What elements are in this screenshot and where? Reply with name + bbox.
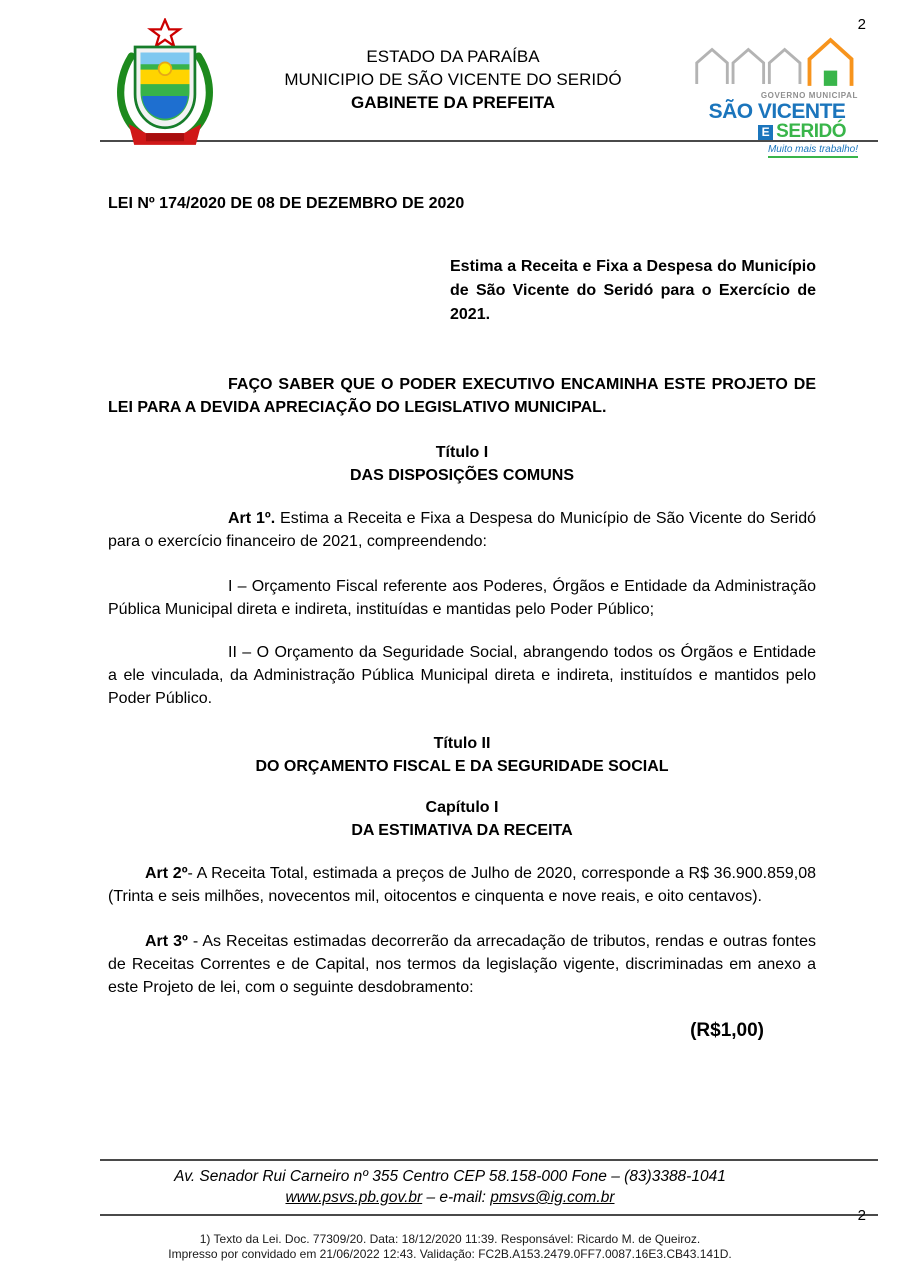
logo-city-name-line2: [758, 122, 846, 142]
capitulo-1-heading-block: [108, 796, 816, 842]
article-3-text: - As Receitas estimadas decorrerão da arrecadação de tributos, rendas e outras fontes de Receitas Correntes e de Capital, nos termos da legislação vigente, discriminadas em anexo a este Projeto de lei, com o seguinte desdobramento:: [108, 933, 817, 996]
titulo-1-heading: Título I: [435, 444, 489, 461]
logo-government-label: GOVERNO MUNICIPAL: [760, 91, 858, 100]
header-title-block: [224, 18, 682, 115]
footer-divider-bottom: [100, 1214, 878, 1216]
titulo-1-heading-block: [108, 441, 816, 487]
footer-divider-top: [100, 1159, 878, 1161]
law-summary-ementa: Estima a Receita e Fixa a Despesa do Município de São Vicente do Seridó para o Exercício de 2021.: [450, 258, 816, 323]
preamble-paragraph: FAÇO SABER QUE O PODER EXECUTIVO ENCAMINHA ESTE PROJETO DE LEI PARA A DEVIDA APRECIAÇÃO DO LEGISLATIVO MUNICIPAL.: [108, 376, 816, 416]
article-1-item-2: II – O Orçamento da Seguridade Social, abrangendo todos os Órgãos e Entidade a ele vinculada, da Administração Pública Municipal direta e indireta, instituídos e mantidos pelo Poder Público.: [108, 644, 816, 707]
footer-meta-line-2: Impresso por convidado em 21/06/2022 12:43. Validação: FC2B.A153.2479.0FF7.0087.16E3.CB43.141D.: [168, 1247, 732, 1261]
document-header: [0, 0, 900, 156]
article-3-paragraph: [108, 930, 816, 999]
logo-city-name: SÃO VICENTE: [708, 100, 846, 123]
titulo-2-subheading: DO ORÇAMENTO FISCAL E DA SEGURIDADE SOCIAL: [255, 758, 669, 775]
titulo-2-heading: Título II: [433, 735, 491, 752]
article-1-label: Art 1º.: [228, 510, 276, 527]
article-1-paragraph: [108, 507, 816, 553]
capitulo-1-subheading: DA ESTIMATIVA DA RECEITA: [351, 822, 573, 839]
logo-slogan: Muito mais trabalho!: [768, 144, 858, 158]
email-separator: – e-mail:: [422, 1189, 491, 1206]
footer-meta-line-1: 1) Texto da Lei. Doc. 77309/20. Data: 18/12/2020 11:39. Responsável: Ricardo M. de Queiroz.: [199, 1232, 701, 1246]
houses-logo-icon: [691, 34, 863, 90]
municipal-coat-of-arms: [106, 18, 224, 159]
article-3-label: Art 3º: [145, 933, 188, 950]
logo-serido-label: SERIDÓ: [776, 121, 846, 143]
currency-unit-note: (R$1,00): [690, 1020, 764, 1041]
article-2-text: - A Receita Total, estimada a preços de Julho de 2020, corresponde a R$ 36.900.859,08 (Trinta e seis milhões, novecentos mil, oitocentos e cinquenta e nove reais, e oito centavos).: [108, 865, 817, 905]
law-title: LEI Nº 174/2020 DE 08 DE DEZEMBRO DE 2020: [108, 195, 465, 212]
website-link[interactable]: www.psvs.pb.gov.br: [285, 1189, 423, 1206]
header-municipality-line: MUNICIPIO DE SÃO VICENTE DO SERIDÓ: [284, 69, 622, 89]
footer-links-line: [0, 1189, 900, 1207]
page-number-top: 2: [857, 16, 866, 33]
document-body: [108, 192, 816, 1042]
government-logo: [682, 18, 872, 158]
article-1-text: Estima a Receita e Fixa a Despesa do Município de São Vicente do Seridó para o exercício financeiro de 2021, compreendendo:: [108, 510, 816, 550]
footer-address: Av. Senador Rui Carneiro nº 355 Centro CEP 58.158-000 Fone – (83)3388-1041: [174, 1168, 726, 1185]
header-row: [0, 0, 900, 156]
titulo-1-subheading: DAS DISPOSIÇÕES COMUNS: [349, 467, 575, 484]
page-number-bottom: 2: [857, 1207, 866, 1224]
article-2-paragraph: [108, 862, 816, 908]
titulo-2-heading-block: [108, 732, 816, 778]
document-footer: [0, 1152, 900, 1262]
header-office-line: GABINETE DA PREFEITA: [350, 92, 555, 112]
article-1-item-1: I – Orçamento Fiscal referente aos Poderes, Órgãos e Entidade da Administração Pública Municipal direta e indireta, instituídas e mantidas pelo Poder Público;: [108, 578, 816, 618]
email-link[interactable]: pmsvs@ig.com.br: [490, 1189, 615, 1206]
article-2-label: Art 2º: [145, 865, 188, 882]
coat-of-arms-icon: [106, 18, 224, 154]
logo-e-badge: E: [758, 125, 773, 140]
header-state-line: ESTADO DA PARAÍBA: [366, 47, 540, 66]
capitulo-1-heading: Capítulo I: [425, 799, 499, 816]
